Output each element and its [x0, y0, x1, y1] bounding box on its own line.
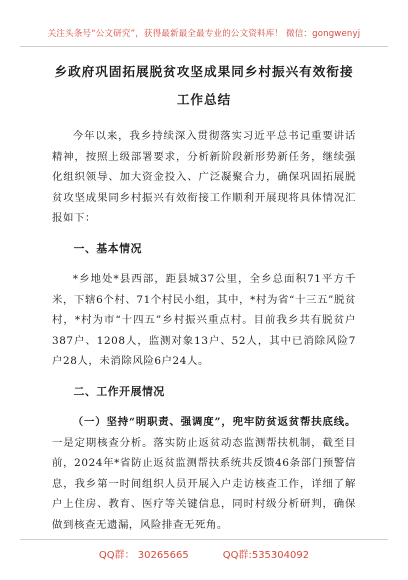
intro-paragraph: 今年以来，我乡持续深入贯彻落实习近平总书记重要讲话精神，按照上级部署要求，分析新阶段新形势新任务，继续强化组织领导、加大资金投入、广泛凝聚合力，确保巩固拓展脱贫攻坚成果同乡村振兴有效衔接工作顺利开展现将具体情况汇报如下：	[52, 130, 356, 224]
section-body-basic: *乡地处*县西部，距县城37公里，全乡总面积71平方千米，下辖6个村、71个村民小组，其中，*村为省“十三五”脱贫村，*村为市“十四五”乡村振兴重点村。目前我乡共有脱贫户387户、1208人，监测对象13户、52人，其中已消除风险7户28人，未消除风险6户24人。	[52, 273, 356, 367]
document-body	[52, 58, 356, 535]
promo-banner-text: 关注头条号“公文研究”，获得最新最全最专业的公文资料库！ 微信：gongwenyj	[47, 29, 361, 39]
promo-banner	[20, 20, 388, 47]
subsection-heading: （一）坚持“明职责、强调度”，兜牢防贫返贫帮扶底线。	[72, 416, 356, 428]
footer-bar	[20, 539, 388, 566]
subsection-paragraph	[52, 412, 356, 535]
qq-group-2: QQ群:535304092	[222, 549, 310, 561]
subsection-body: 一是定期核查分析。落实防止返贫动态监测帮扶机制，截至目前，2024年*省防止返贫监测帮扶系统共反馈46条部门预警信息，我乡第一时间组织人员开展入户走访核查工作，详细了解户上住房、教育、医疗等关键信息，同时村级分析研判，确保做到核查无遗漏，风险排查无死角。	[52, 436, 356, 531]
document-title: 乡政府巩固拓展脱贫攻坚成果同乡村振兴有效衔接工作总结	[54, 64, 354, 107]
section-heading-work: 二、工作开展情况	[73, 384, 165, 398]
qq-group-1: QQ群： 30265665	[98, 549, 189, 561]
section-heading-basic: 一、基本情况	[73, 241, 142, 255]
